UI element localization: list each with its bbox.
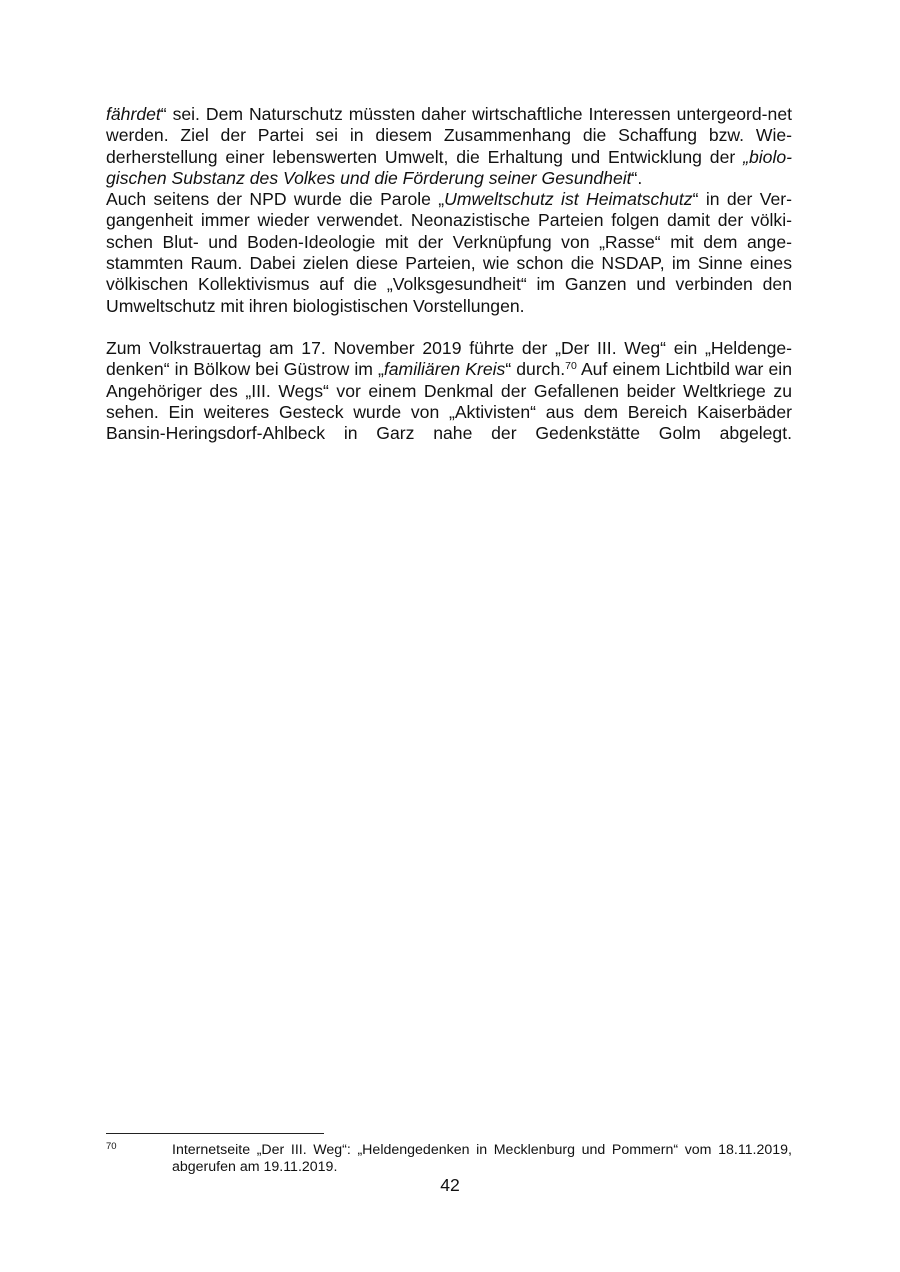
paragraph (106, 338, 792, 444)
body-text (106, 104, 792, 444)
italic-quote: Umweltschutz ist Heimatschutz (444, 189, 693, 210)
italic-quote: „biolo-gischen Substanz des Volkes und die Förderung seiner Gesundheit (106, 146, 792, 188)
text-run: “. (631, 167, 643, 188)
footnote-divider (106, 1133, 324, 1134)
paragraph (106, 104, 792, 189)
footnote-number: 70 (106, 1141, 117, 1152)
footnote-text: Internetseite „Der III. Weg“: „Heldengedenken in Mecklenburg und Pommern“ vom 18.11.2019, abgerufen am 19.11.2019. (172, 1142, 792, 1175)
text-run: Zum Volkstrauertag am 17. November 2019 führte der „Der III. Weg“ ein „Heldenge-denken“ in Bölkow bei Güstrow im „ (106, 337, 792, 380)
italic-quote: familiären Kreis (383, 359, 506, 380)
paragraph (106, 189, 792, 317)
text-run: “ durch. (505, 359, 566, 380)
text-run: Auch seitens der NPD wurde die Parole „ (106, 189, 445, 210)
italic-quote: fährdet (106, 104, 161, 124)
footnote-reference[interactable]: 70 (565, 360, 577, 373)
text-run: “ in der Ver-gangenheit immer wieder verwendet. Neonazistische Parteien folgen damit der völki-schen Blut- und Boden-Ideologie mit der Verknüpfung von „Rasse“ mit dem ange-stammten Raum. Dabei zielen diese Parteien, wie schon die NSDAP, im Sinne eines völkischen Kollektivismus auf die „Volksgesundheit“ im Ganzen und verbinden den Umweltschutz mit ihren biologistischen Vorstellungen. (106, 189, 792, 316)
text-run: “ sei. Dem Naturschutz müssten daher wirtschaftliche Interessen untergeord-net werden. Ziel der Partei sei in diesem Zusammenhang die Schaffung bzw. Wie-derherstellung einer lebenswerten Umwelt, die Erhaltung und Entwicklung der (106, 104, 792, 167)
text-run: Auf einem Lichtbild war ein Angehöriger des „III. Wegs“ vor einem Denkmal der Gefallenen beider Weltkriege zu sehen. Ein weiteres Gesteck wurde von „Aktivisten“ aus dem Bereich Kaiserbäder Bansin-Heringsdorf-Ahlbeck in Garz nahe der Gedenkstätte Golm abgelegt. (106, 359, 792, 444)
page-number: 42 (440, 1175, 460, 1195)
